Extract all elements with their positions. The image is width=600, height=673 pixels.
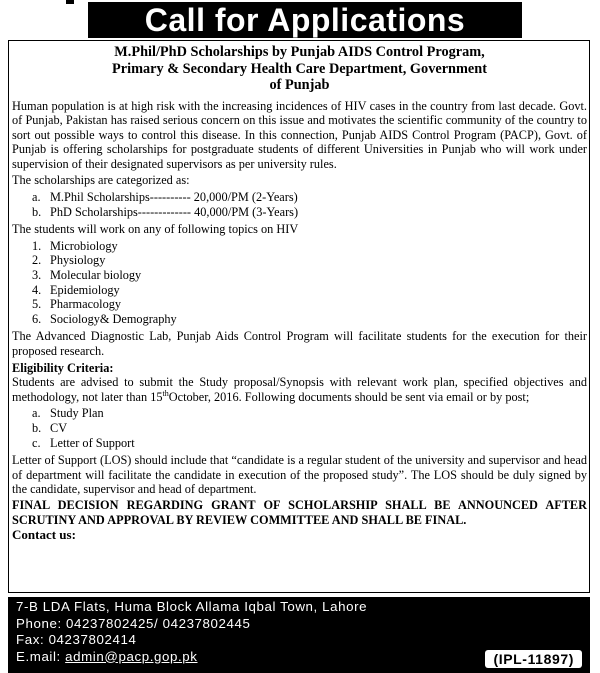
contact-phone-row (16, 616, 590, 633)
list-text: Study Plan (50, 406, 104, 421)
topics-list (12, 239, 587, 327)
list-item (12, 312, 587, 327)
list-text: M.Phil Scholarships---------- 20,000/PM (2-Years) (50, 190, 298, 205)
program-heading (12, 44, 587, 94)
fax-label: Fax: (16, 632, 45, 647)
contact-fax-row (16, 632, 590, 649)
list-item (12, 406, 587, 421)
final-decision: FINAL DECISION REGARDING GRANT OF SCHOLARSHIP SHALL BE ANNOUNCED AFTER SCRUTINY AND APPROVAL BY REVIEW COMMITTEE AND SHALL BE FINAL. (12, 497, 587, 527)
list-item (12, 421, 587, 436)
content-body (12, 44, 587, 543)
ordinal-suffix: th (162, 388, 169, 398)
page-title: Call for Applications (88, 2, 522, 38)
list-marker: 5. (32, 297, 42, 312)
eligibility-text-end: October, 2016. Following documents should be sent via email or by post; (168, 389, 530, 404)
phone-number: 04237802425/ 04237802445 (66, 615, 251, 631)
lab-note: The Advanced Diagnostic Lab, Punjab Aids Control Program will facilitate students for the execution for their proposed research. (12, 329, 587, 358)
contact-title: Contact us: (12, 527, 76, 543)
list-text: Epidemiology (50, 282, 120, 297)
list-item (12, 239, 587, 254)
list-text: Physiology (50, 253, 106, 268)
eligibility-text-start: Students are advised to submit the Study proposal/Synopsis with relevant work plan, specified objectives and methodology, not later than 15 (12, 375, 587, 404)
top-mark (66, 0, 74, 4)
list-text: PhD Scholarships------------- 40,000/PM (3-Years) (50, 204, 299, 219)
list-marker: a. (32, 406, 41, 421)
ipl-code: (IPL-11897) (485, 650, 582, 668)
email-link[interactable]: admin@pacp.gop.pk (65, 648, 198, 664)
scholarships-lead: The scholarships are categorized as: (12, 173, 190, 188)
list-text: Letter of Support (50, 435, 135, 450)
list-text: Sociology& Demography (50, 311, 177, 326)
list-item (12, 436, 587, 451)
list-text: Pharmacology (50, 297, 122, 312)
list-marker: 6. (32, 311, 42, 326)
contact-address: 7-B LDA Flats, Huma Block Allama Iqbal Town, Lahore (16, 599, 368, 614)
list-text: CV (50, 420, 68, 435)
list-marker: b. (32, 204, 42, 219)
heading-line-2: Primary & Secondary Health Care Department, Government (112, 60, 487, 77)
list-item (12, 268, 587, 283)
phone-label: Phone: (16, 615, 62, 631)
list-marker: 1. (32, 238, 42, 253)
documents-list (12, 406, 587, 450)
contact-box (8, 597, 590, 673)
list-item (12, 190, 587, 205)
intro-paragraph: Human population is at high risk with the increasing incidences of HIV cases in the country from last decade. Govt. of Punjab, Pakistan has raised serious concern on this issue and motivates the scientific community of the country to sort out possible ways to control this disease. In this connection, Punjab AIDS Control Program (PACP), Govt. of Punjab is offering scholarships for postgraduate students of different Universities in Punjab who will work under supervision of their designated supervisors as per university rules. (12, 98, 587, 171)
topics-lead: The students will work on any of following topics on HIV (12, 222, 299, 237)
list-marker: 3. (32, 268, 42, 283)
email-label: E.mail: (16, 648, 61, 664)
list-marker: c. (32, 435, 41, 450)
list-item (12, 297, 587, 312)
los-note: Letter of Support (LOS) should include that “candidate is a regular student of the university and supervisor and head of department will facilitate the candidate in execution of the proposed study”. The LOS should be duly signed by the candidate, supervisor and head of department. (12, 453, 587, 497)
list-marker: a. (32, 190, 41, 205)
list-item (12, 205, 587, 220)
eligibility-text (12, 375, 587, 404)
scholarship-list (12, 190, 587, 219)
heading-line-3: of Punjab (269, 77, 330, 93)
list-text: Molecular biology (50, 268, 142, 283)
eligibility-title: Eligibility Criteria: (12, 360, 114, 375)
list-marker: 4. (32, 282, 42, 297)
fax-number: 04237802414 (48, 632, 137, 647)
list-text: Microbiology (50, 238, 118, 253)
heading-line-1: M.Phil/PhD Scholarships by Punjab AIDS Control Program, (114, 44, 485, 60)
list-marker: b. (32, 420, 42, 435)
list-item (12, 253, 587, 268)
list-item (12, 283, 587, 298)
list-marker: 2. (32, 253, 42, 268)
